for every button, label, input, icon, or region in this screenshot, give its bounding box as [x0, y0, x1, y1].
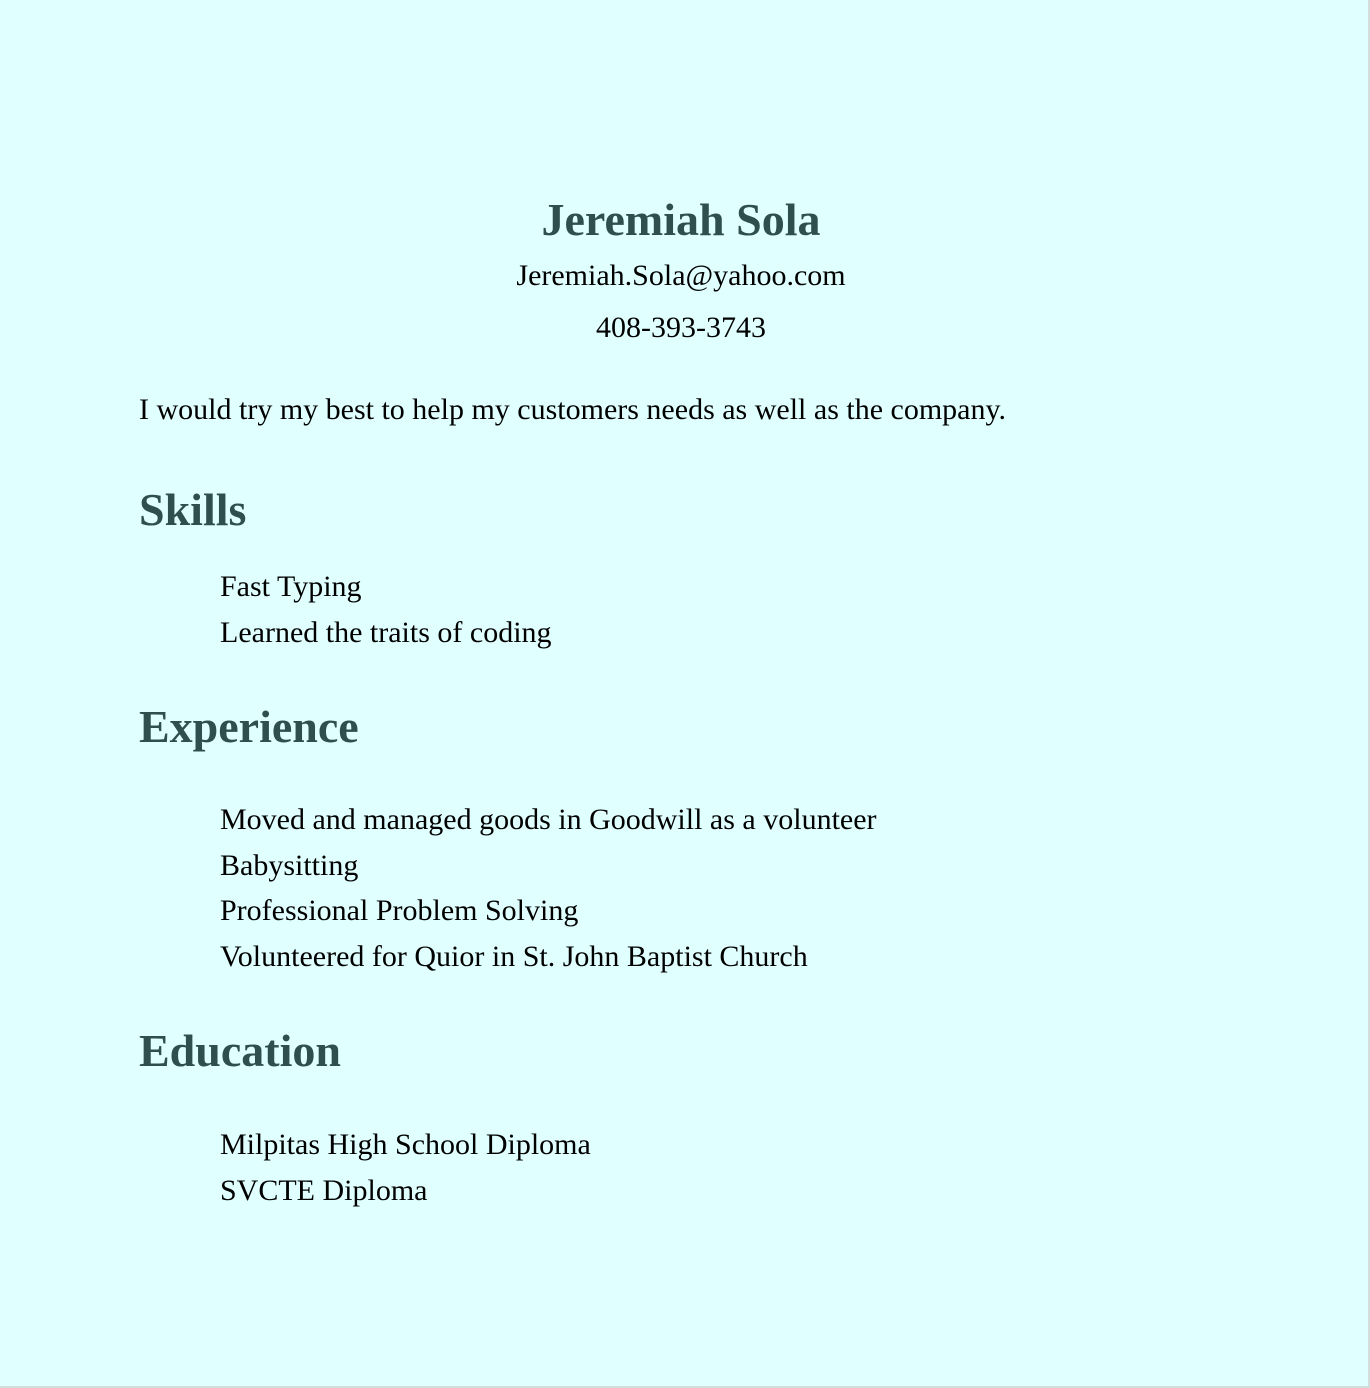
experience-item: Babysitting	[220, 848, 359, 882]
email-address: Jeremiah.Sola@yahoo.com	[516, 259, 846, 292]
experience-item: Professional Problem Solving	[220, 894, 579, 927]
education-item: Milpitas High School Diploma	[220, 1128, 591, 1161]
education-heading: Education	[139, 1025, 341, 1076]
phone-number: 408-393-3743	[596, 311, 766, 344]
skills-heading: Skills	[139, 484, 247, 535]
education-list	[220, 1122, 591, 1213]
resume-name: Jeremiah Sola	[541, 194, 821, 245]
resume-header	[0, 190, 1362, 354]
experience-item: Moved and managed goods in Goodwill as a volunteer	[220, 803, 877, 836]
objective-statement: I would try my best to help my customers needs as well as the company.	[139, 393, 1007, 426]
skill-item: Fast Typing	[220, 570, 362, 603]
education-item: SVCTE Diploma	[220, 1173, 428, 1207]
experience-heading: Experience	[139, 701, 359, 752]
experience-list	[220, 797, 877, 979]
experience-item: Volunteered for Quior in St. John Baptist Church	[220, 939, 808, 973]
skills-list	[220, 564, 552, 655]
skill-item: Learned the traits of coding	[220, 615, 552, 649]
